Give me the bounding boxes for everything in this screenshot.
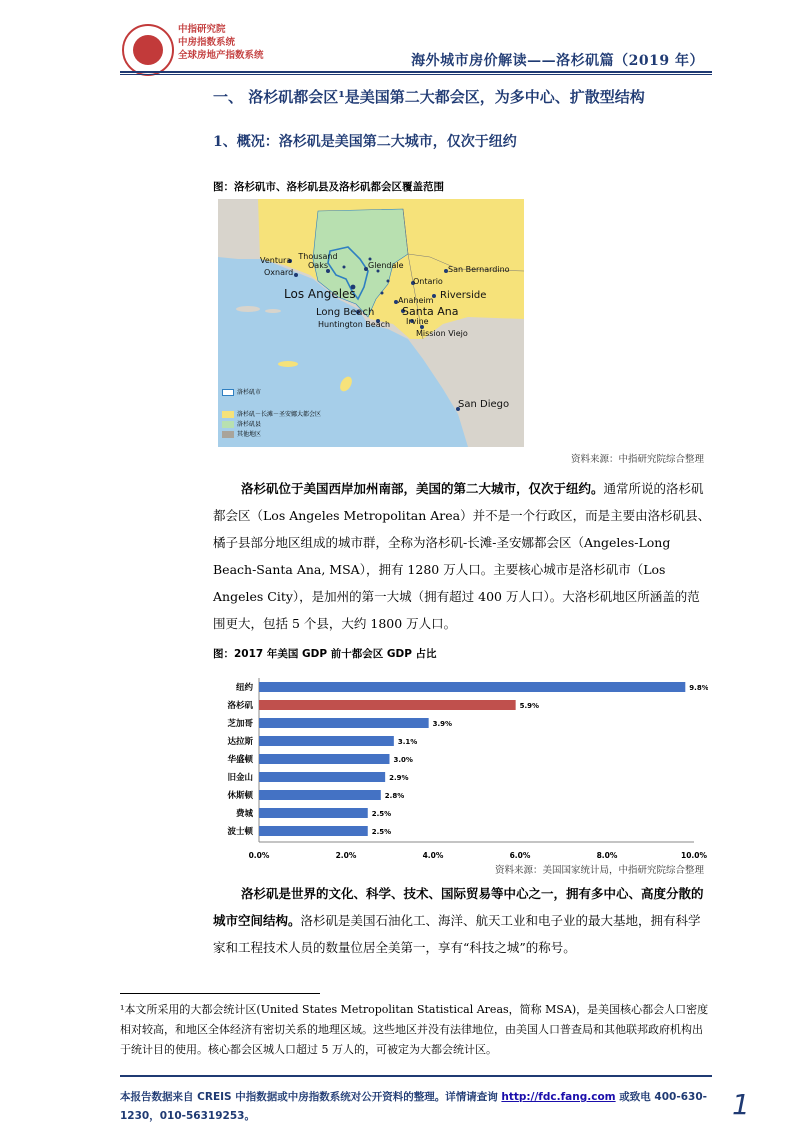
data-label: 3.9%: [432, 720, 453, 728]
map-label-anaheim: Anaheim: [398, 296, 434, 305]
category-label: 费城: [235, 809, 253, 819]
category-label: 旧金山: [227, 773, 253, 783]
figure-title-chart: 图：2017 年美国 GDP 前十都会区 GDP 占比: [213, 648, 437, 660]
legend-item-city: 洛杉矶市: [222, 387, 261, 397]
figure-source-chart: 资料来源：美国国家统计局，中指研究院综合整理: [494, 865, 704, 876]
paragraph-body: 通常所说的洛杉矶都会区（Los Angeles Metropolitan Area）并不是一个行政区，而是主要由洛杉矶县、橘子县部分地区组成的城市群，全称为洛杉矶-长滩-圣安娜都会区（Angeles-Long Beach-Santa Ana, MSA），拥有 1280 万人口。主要核心城市是洛杉矶市（Los Angeles City），是加州的第一大城（拥有超过 400 万人口）。大洛杉矶地区所涵盖的范围更大，包括 5 个县，大约 1800 万人口。: [213, 481, 711, 631]
map-label-thousand-oaks: Thousand Oaks: [298, 252, 338, 270]
subsection-heading: 1、概况：洛杉矶是美国第二大城市，仅次于纽约: [213, 134, 517, 150]
legend-item-metro: 洛杉矶－长滩－圣安娜大都会区: [222, 409, 321, 419]
page-number: 1: [732, 1088, 750, 1121]
map-label-ventura: Ventura: [260, 256, 292, 265]
bar: [259, 682, 685, 692]
category-label: 华盛顿: [227, 755, 253, 765]
category-label: 芝加哥: [227, 719, 253, 729]
map-label-riverside: Riverside: [440, 290, 487, 301]
map-label-santa-ana: Santa Ana: [402, 305, 459, 318]
paragraph-overview: [213, 475, 711, 637]
map-label-irvine: Irvine: [406, 317, 429, 326]
x-tick-label: 0.0%: [248, 851, 270, 860]
company-logo: [122, 24, 174, 76]
x-tick-label: 2.0%: [335, 851, 357, 860]
data-label: 2.8%: [384, 792, 405, 800]
figure-title-map: 图：洛杉矶市、洛杉矶县及洛杉矶都会区覆盖范围: [213, 181, 444, 193]
paragraph-lead: 洛杉矶位于美国西岸加州南部，美国的第二大城市，仅次于纽约。: [241, 481, 604, 496]
paragraph-structure: [213, 880, 711, 961]
map-legend: [222, 387, 347, 445]
bar: [259, 826, 368, 836]
bar: [259, 736, 394, 746]
category-label: 休斯顿: [227, 791, 253, 801]
data-label: 2.9%: [389, 774, 409, 782]
logo-line-1: 中指研究院: [178, 24, 226, 35]
map-label-glendale: Glendale: [368, 261, 404, 270]
gdp-share-chart: [218, 672, 708, 862]
map-label-mission-viejo: Mission Viejo: [416, 329, 468, 338]
bar: [259, 772, 385, 782]
x-tick-label: 6.0%: [509, 851, 531, 860]
map-label-long-beach: Long Beach: [316, 307, 375, 318]
report-title: 海外城市房价解读——洛杉矶篇（2019 年）: [411, 53, 704, 69]
bar: [259, 790, 381, 800]
map-label-huntington-beach: Huntington Beach: [318, 320, 391, 329]
logo-line-3: 全球房地产指数系统: [178, 50, 264, 61]
x-tick-label: 8.0%: [596, 851, 618, 860]
category-label: 洛杉矶: [227, 701, 253, 711]
data-label: 5.9%: [519, 702, 540, 710]
footer-note: 本报告数据来自 CREIS 中指数据或中房指数系统对公开资料的整理。详情请查询 http://fdc.fang.com 或致电 400-630-1230，010-56319253。: [120, 1091, 707, 1122]
logo-line-2: 中房指数系统: [178, 37, 236, 48]
data-label: 3.1%: [397, 738, 418, 746]
paragraph-body: 洛杉矶是美国石油化工、海洋、航天工业和电子业的最大基地，拥有科学家和工程技术人员的数量位居全美第一，享有“科技之城”的称号。: [213, 913, 701, 955]
data-label: 2.5%: [371, 828, 392, 836]
category-label: 波士顿: [227, 827, 253, 837]
map-label-los-angeles: Los Angeles: [284, 287, 356, 301]
map-label-san-diego: San Diego: [458, 399, 510, 410]
data-label: 2.5%: [371, 810, 392, 818]
map-label-ontario: Ontario: [413, 277, 443, 286]
data-label: 3.0%: [393, 756, 413, 764]
footnote-divider: [120, 993, 320, 994]
la-region-map: [218, 199, 524, 447]
footer-divider: [120, 1075, 712, 1077]
bar: [259, 754, 390, 764]
header-divider-thin: [120, 74, 712, 75]
category-label: 纽约: [235, 683, 253, 693]
x-tick-label: 10.0%: [680, 851, 708, 860]
footer-link[interactable]: http://fdc.fang.com: [501, 1091, 616, 1103]
bar: [259, 700, 516, 710]
map-label-oxnard: Oxnard: [264, 268, 294, 277]
category-label: 达拉斯: [227, 737, 253, 747]
footnote: ¹本文所采用的大都会统计区(United States Metropolitan Statistical Areas，简称 MSA)，是美国核心都会人口密度相对较高，和地区全体经济有密切关系的地理区域。这些地区并没有法律地位，由美国人口普查局和其他联邦政府机构出于统计目的使用。核心都会区城人口超过 5 万人的，可被定为大都会统计区。: [120, 1003, 709, 1056]
paragraph-lead: 洛杉矶是世界的文化、科学、技术、国际贸易等中心之一，拥有多中心、高度分散的城市空间结构。: [213, 886, 704, 928]
section-heading: 一、 洛杉矶都会区¹是美国第二大都会区，为多中心、扩散型结构: [213, 88, 645, 106]
bar: [259, 718, 429, 728]
legend-item-county: 洛杉矶县: [222, 419, 261, 429]
data-label: 9.8%: [689, 684, 708, 692]
x-tick-label: 4.0%: [422, 851, 444, 860]
bar: [259, 808, 368, 818]
header-divider: [120, 71, 712, 73]
figure-source-map: 资料来源：中指研究院综合整理: [570, 454, 704, 465]
map-label-san-bernardino: San Bernardino: [448, 265, 510, 274]
legend-item-other: 其他地区: [222, 429, 261, 439]
